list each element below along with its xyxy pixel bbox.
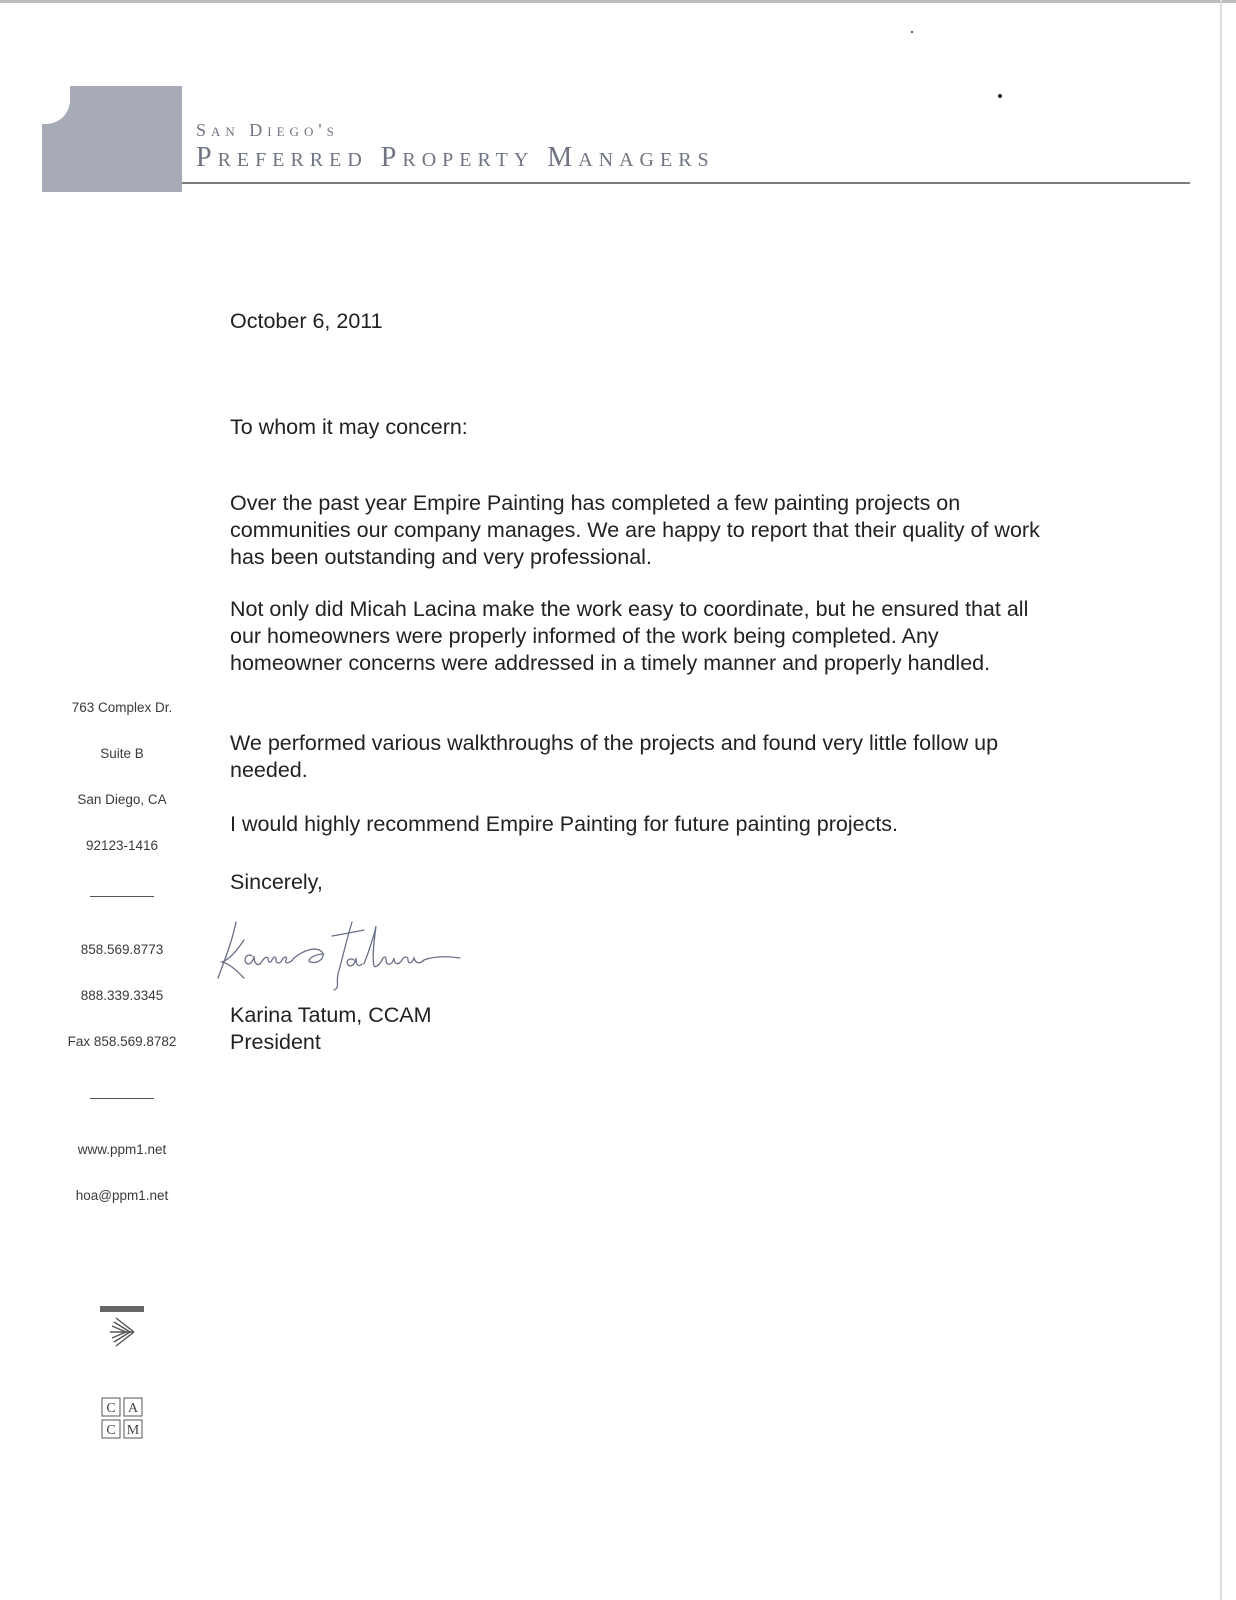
scan-speck — [911, 31, 913, 33]
cacm-letter: A — [127, 1401, 139, 1416]
website-link[interactable]: www.ppm1.net — [77, 1142, 167, 1157]
scan-top-border — [0, 0, 1236, 3]
address-line1: 763 Complex Dr. — [71, 700, 173, 715]
association-arrow-logo-icon — [100, 1306, 148, 1354]
letter-paragraph: I would highly recommend Empire Painting for future painting projects. — [230, 811, 899, 836]
email-link[interactable]: hoa@ppm1.net — [75, 1188, 169, 1203]
letter-date: October 6, 2011 — [230, 309, 383, 333]
cacm-logo-icon — [100, 1396, 152, 1442]
letter-closing: Sincerely, — [230, 870, 323, 894]
scan-speck — [998, 94, 1002, 98]
letterhead-title: Preferred Property Managers — [196, 142, 715, 173]
letterhead-subtitle: San Diego's — [196, 120, 339, 140]
zip-code: 92123-1416 — [85, 838, 159, 853]
letterhead-rule — [182, 182, 1190, 184]
phone-1: 858.569.8773 — [80, 942, 164, 957]
sidebar-divider — [90, 1098, 154, 1099]
phone-2: 888.339.3345 — [80, 988, 164, 1003]
letter-paragraph: Over the past year Empire Painting has completed a few painting projects on communities our company manages. We are happy to report that their quality of work has been outstanding and very professional. — [230, 490, 1040, 569]
city-state: San Diego, CA — [77, 792, 167, 807]
signer-title: President — [230, 1030, 321, 1054]
sidebar-divider — [90, 896, 154, 897]
cacm-letter: C — [106, 1401, 116, 1416]
scan-right-border — [1220, 0, 1222, 1600]
signer-name: Karina Tatum, CCAM — [230, 1003, 432, 1027]
letter-salutation: To whom it may concern: — [230, 415, 468, 439]
cacm-letter: M — [126, 1423, 140, 1438]
letter-paragraph: We performed various walkthroughs of the projects and found very little follow up needed. — [230, 730, 999, 782]
fax-number: Fax 858.569.8782 — [67, 1034, 177, 1049]
cacm-letter: C — [106, 1423, 116, 1438]
address-line2: Suite B — [100, 746, 144, 761]
handwritten-signature — [214, 912, 474, 992]
letter-paragraph: Not only did Micah Lacina make the work easy to coordinate, but he ensured that all our homeowners were properly informed of the work being completed. Any homeowner concerns were addressed in a timely manner and properly handled. — [230, 596, 1029, 675]
